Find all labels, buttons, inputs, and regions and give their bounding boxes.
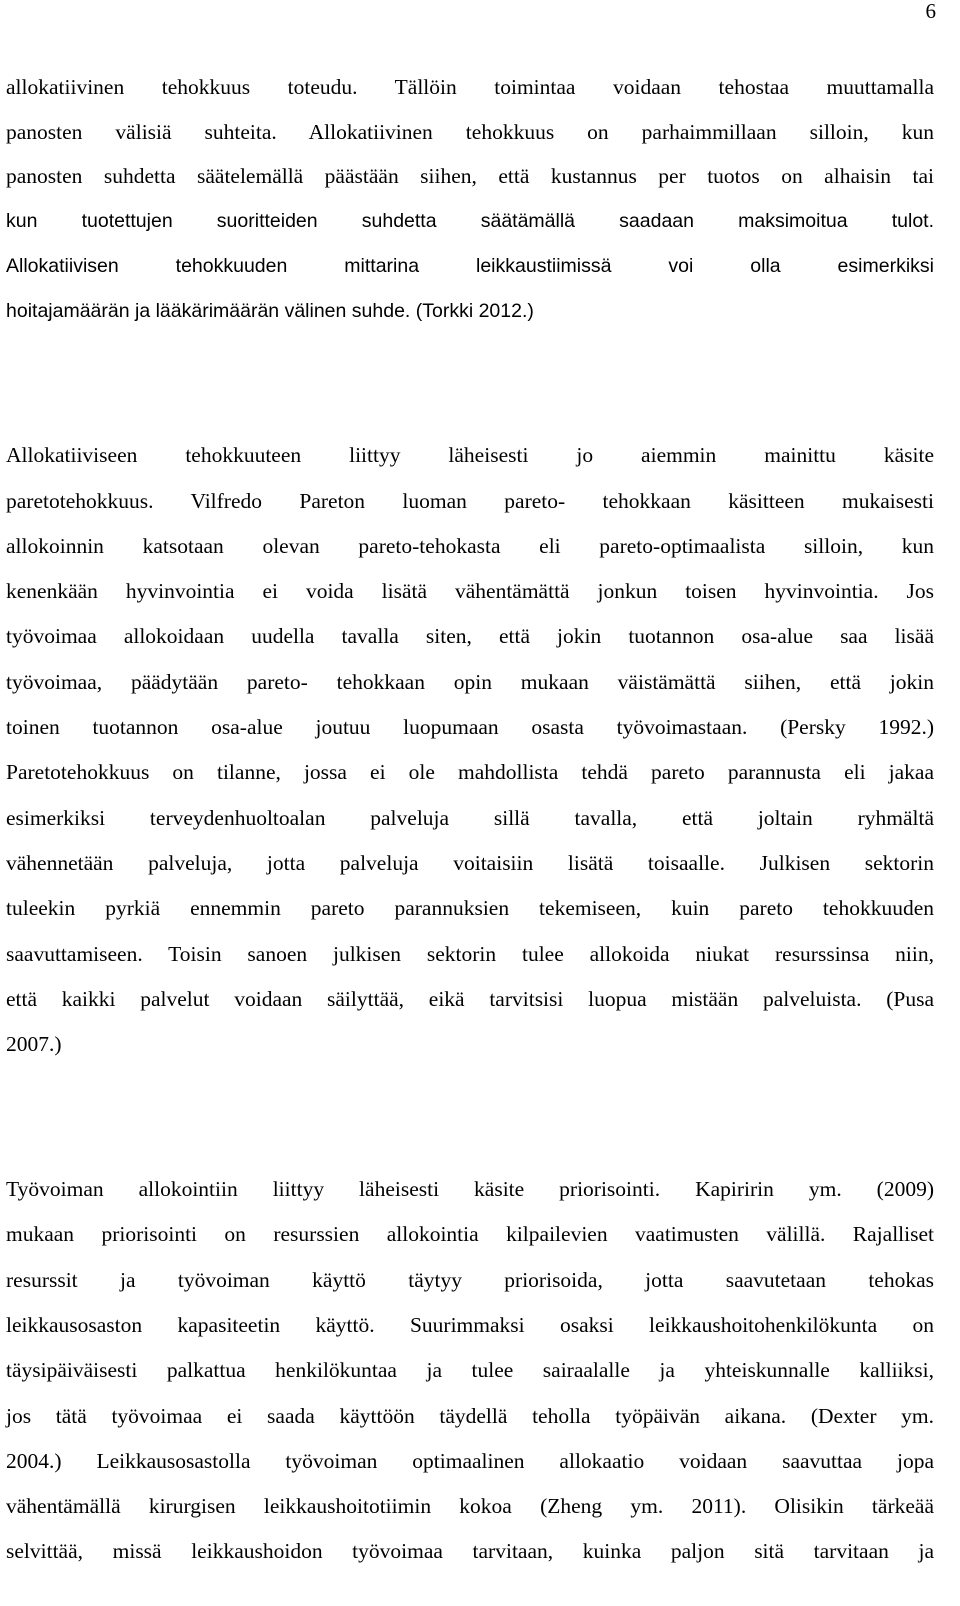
text-line: Paretotehokkuus on tilanne, jossa ei ole mahdollista tehdä pareto parannusta eli jakaa	[6, 760, 934, 784]
text-line: tuleekin pyrkiä ennemmin pareto parannuksien tekemiseen, kuin pareto tehokkuuden	[6, 896, 934, 920]
text-line: panosten välisiä suhteita. Allokatiivinen tehokkuus on parhaimmillaan silloin, kun	[6, 120, 934, 144]
text-line: jos tätä työvoimaa ei saada käyttöön täydellä teholla työpäivän aikana. (Dexter ym.	[6, 1404, 934, 1428]
text-line: toinen tuotannon osa-alue joutuu luopumaan osasta työvoimastaan. (Persky 1992.)	[6, 715, 934, 739]
text-line: Työvoiman allokointiin liittyy läheisesti käsite priorisointi. Kapiririn ym. (2009)	[6, 1177, 934, 1201]
text-line: 2004.) Leikkausosastolla työvoiman optimaalinen allokaatio voidaan saavuttaa jopa	[6, 1449, 934, 1473]
text-line: kenenkään hyvinvointia ei voida lisätä vähentämättä jonkun toisen hyvinvointia. Jos	[6, 579, 934, 603]
text-line: leikkausosaston kapasiteetin käyttö. Suurimmaksi osaksi leikkaushoitohenkilökunta on	[6, 1313, 934, 1337]
text-line: selvittää, missä leikkaushoidon työvoimaa tarvitaan, kuinka paljon sitä tarvitaan ja	[6, 1539, 934, 1563]
text-line: Allokatiiviseen tehokkuuteen liittyy läheisesti jo aiemmin mainittu käsite	[6, 443, 934, 467]
text-line: paretotehokkuus. Vilfredo Pareton luoman pareto- tehokkaan käsitteen mukaisesti	[6, 489, 934, 513]
text-line: vähentämällä kirurgisen leikkaushoitotiimin kokoa (Zheng ym. 2011). Olisikin tärkeää	[6, 1494, 934, 1518]
text-line: hoitajamäärän ja lääkärimäärän välinen suhde. (Torkki 2012.)	[6, 300, 534, 322]
text-line: allokoinnin katsotaan olevan pareto-tehokasta eli pareto-optimaalista silloin, kun	[6, 534, 934, 558]
text-line: mukaan priorisointi on resurssien allokointia kilpailevien vaatimusten välillä. Rajalliset	[6, 1222, 934, 1246]
page-number: 6	[925, 0, 936, 23]
text-line: vähennetään palveluja, jotta palveluja voitaisiin lisätä toisaalle. Julkisen sektorin	[6, 851, 934, 875]
text-line: esimerkiksi terveydenhuoltoalan palveluja sillä tavalla, että joltain ryhmältä	[6, 806, 934, 830]
text-line: allokatiivinen tehokkuus toteudu. Tällöin toimintaa voidaan tehostaa muuttamalla	[6, 75, 934, 99]
text-line: kun tuotettujen suoritteiden suhdetta säätämällä saadaan maksimoitua tulot.	[6, 210, 934, 232]
text-line: saavuttamiseen. Toisin sanoen julkisen sektorin tulee allokoida niukat resurssinsa niin,	[6, 942, 934, 966]
text-line: työvoimaa allokoidaan uudella tavalla siten, että jokin tuotannon osa-alue saa lisää	[6, 624, 934, 648]
text-line: panosten suhdetta säätelemällä päästään siihen, että kustannus per tuotos on alhaisin tai	[6, 164, 934, 188]
text-line: täysipäiväisesti palkattua henkilökuntaa ja tulee sairaalalle ja yhteiskunnalle kalliiksi,	[6, 1358, 934, 1382]
text-line: työvoimaa, päädytään pareto- tehokkaan opin mukaan väistämättä siihen, että jokin	[6, 670, 934, 694]
text-line: 2007.)	[6, 1032, 62, 1056]
text-line: Allokatiivisen tehokkuuden mittarina leikkaustiimissä voi olla esimerkiksi	[6, 255, 934, 277]
text-line: että kaikki palvelut voidaan säilyttää, eikä tarvitsisi luopua mistään palveluista. (Pusa	[6, 987, 934, 1011]
text-line: resurssit ja työvoiman käyttö täytyy priorisoida, jotta saavutetaan tehokas	[6, 1268, 934, 1292]
